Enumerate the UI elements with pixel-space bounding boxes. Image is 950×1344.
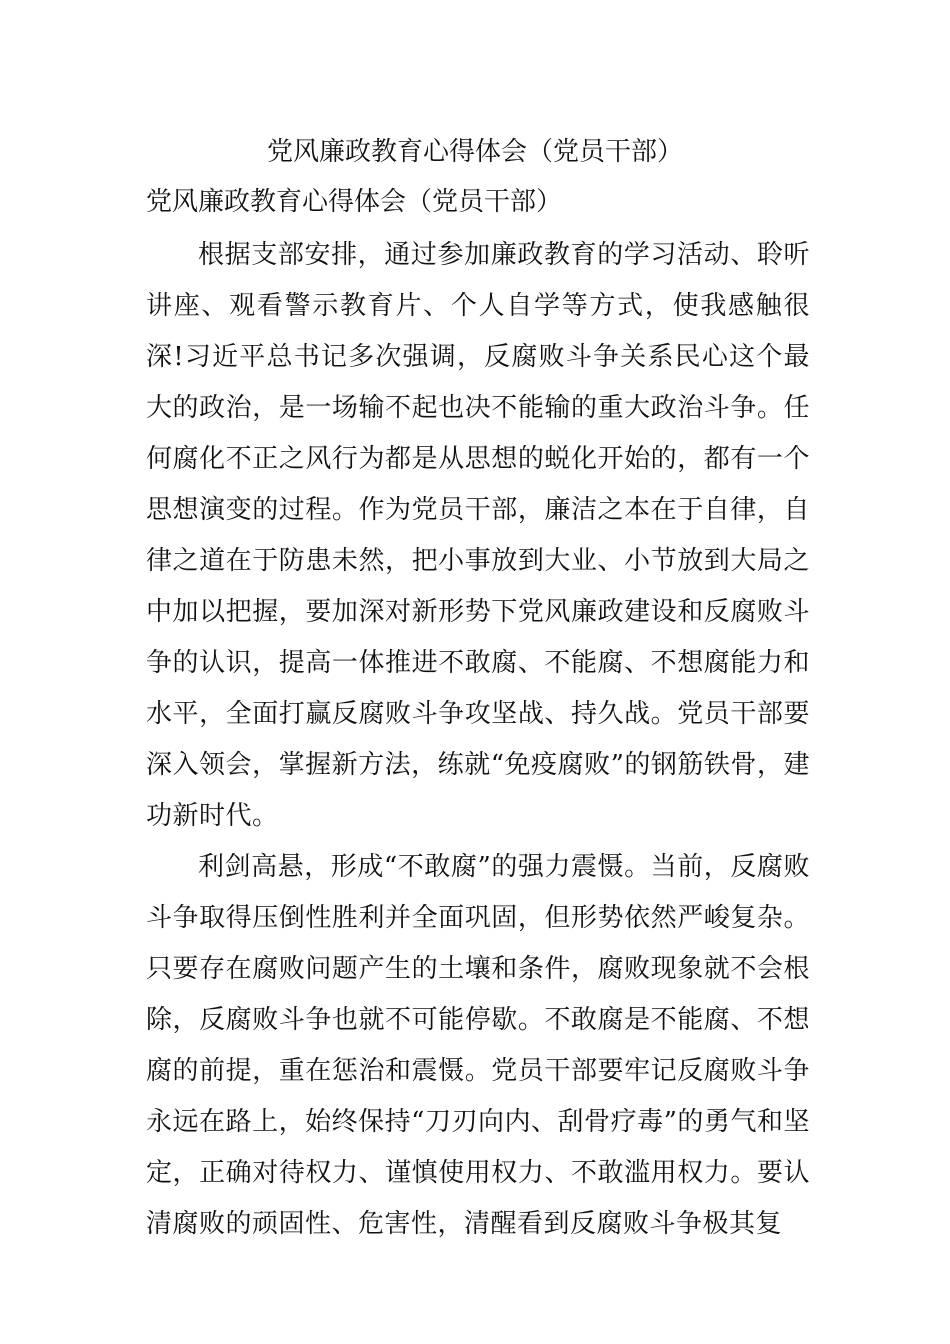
paragraph-1: 根据支部安排，通过参加廉政教育的学习活动、聆听讲座、观看警示教育片、个人自学等方式，使我感触很深!习近平总书记多次强调，反腐败斗争关系民心这个最大的政治，是一场输不起也决不能输的重大政治斗争。任何腐化不正之风行为都是从思想的蜕化开始的，都有一个思想演变的过程。作为党员干部，廉洁之本在于自律，自律之道在于防患未然，把小事放到大业、小节放到大局之中加以把握，要加深对新形势下党风廉政建设和反腐败斗争的认识，提高一体推进不敢腐、不能腐、不想腐能力和水平，全面打赢反腐败斗争攻坚战、持久战。党员干部要深入领会，掌握新方法，练就“免疫腐败”的钢筋铁骨，建功新时代。	[146, 240, 810, 831]
document-subtitle: 党风廉政教育心得体会（党员干部）	[146, 187, 563, 217]
document-title: 党风廉政教育心得体会（党员干部）	[266, 137, 683, 167]
document-body	[146, 230, 810, 1250]
paragraph-2: 利剑高悬，形成“不敢腐”的强力震慑。当前，反腐败斗争取得压倒性胜利并全面巩固，但形势依然严峻复杂。只要存在腐败问题产生的土壤和条件，腐败现象就不会根除，反腐败斗争也就不可能停歇。不敢腐是不能腐、不想腐的前提，重在惩治和震慑。党员干部要牢记反腐败斗争永远在路上，始终保持“刀刃向内、刮骨疗毒”的勇气和坚定，正确对待权力、谨慎使用权力、不敢滥用权力。要认清腐败的顽固性、危害性，清醒看到反腐败斗争极其复	[146, 852, 810, 1239]
